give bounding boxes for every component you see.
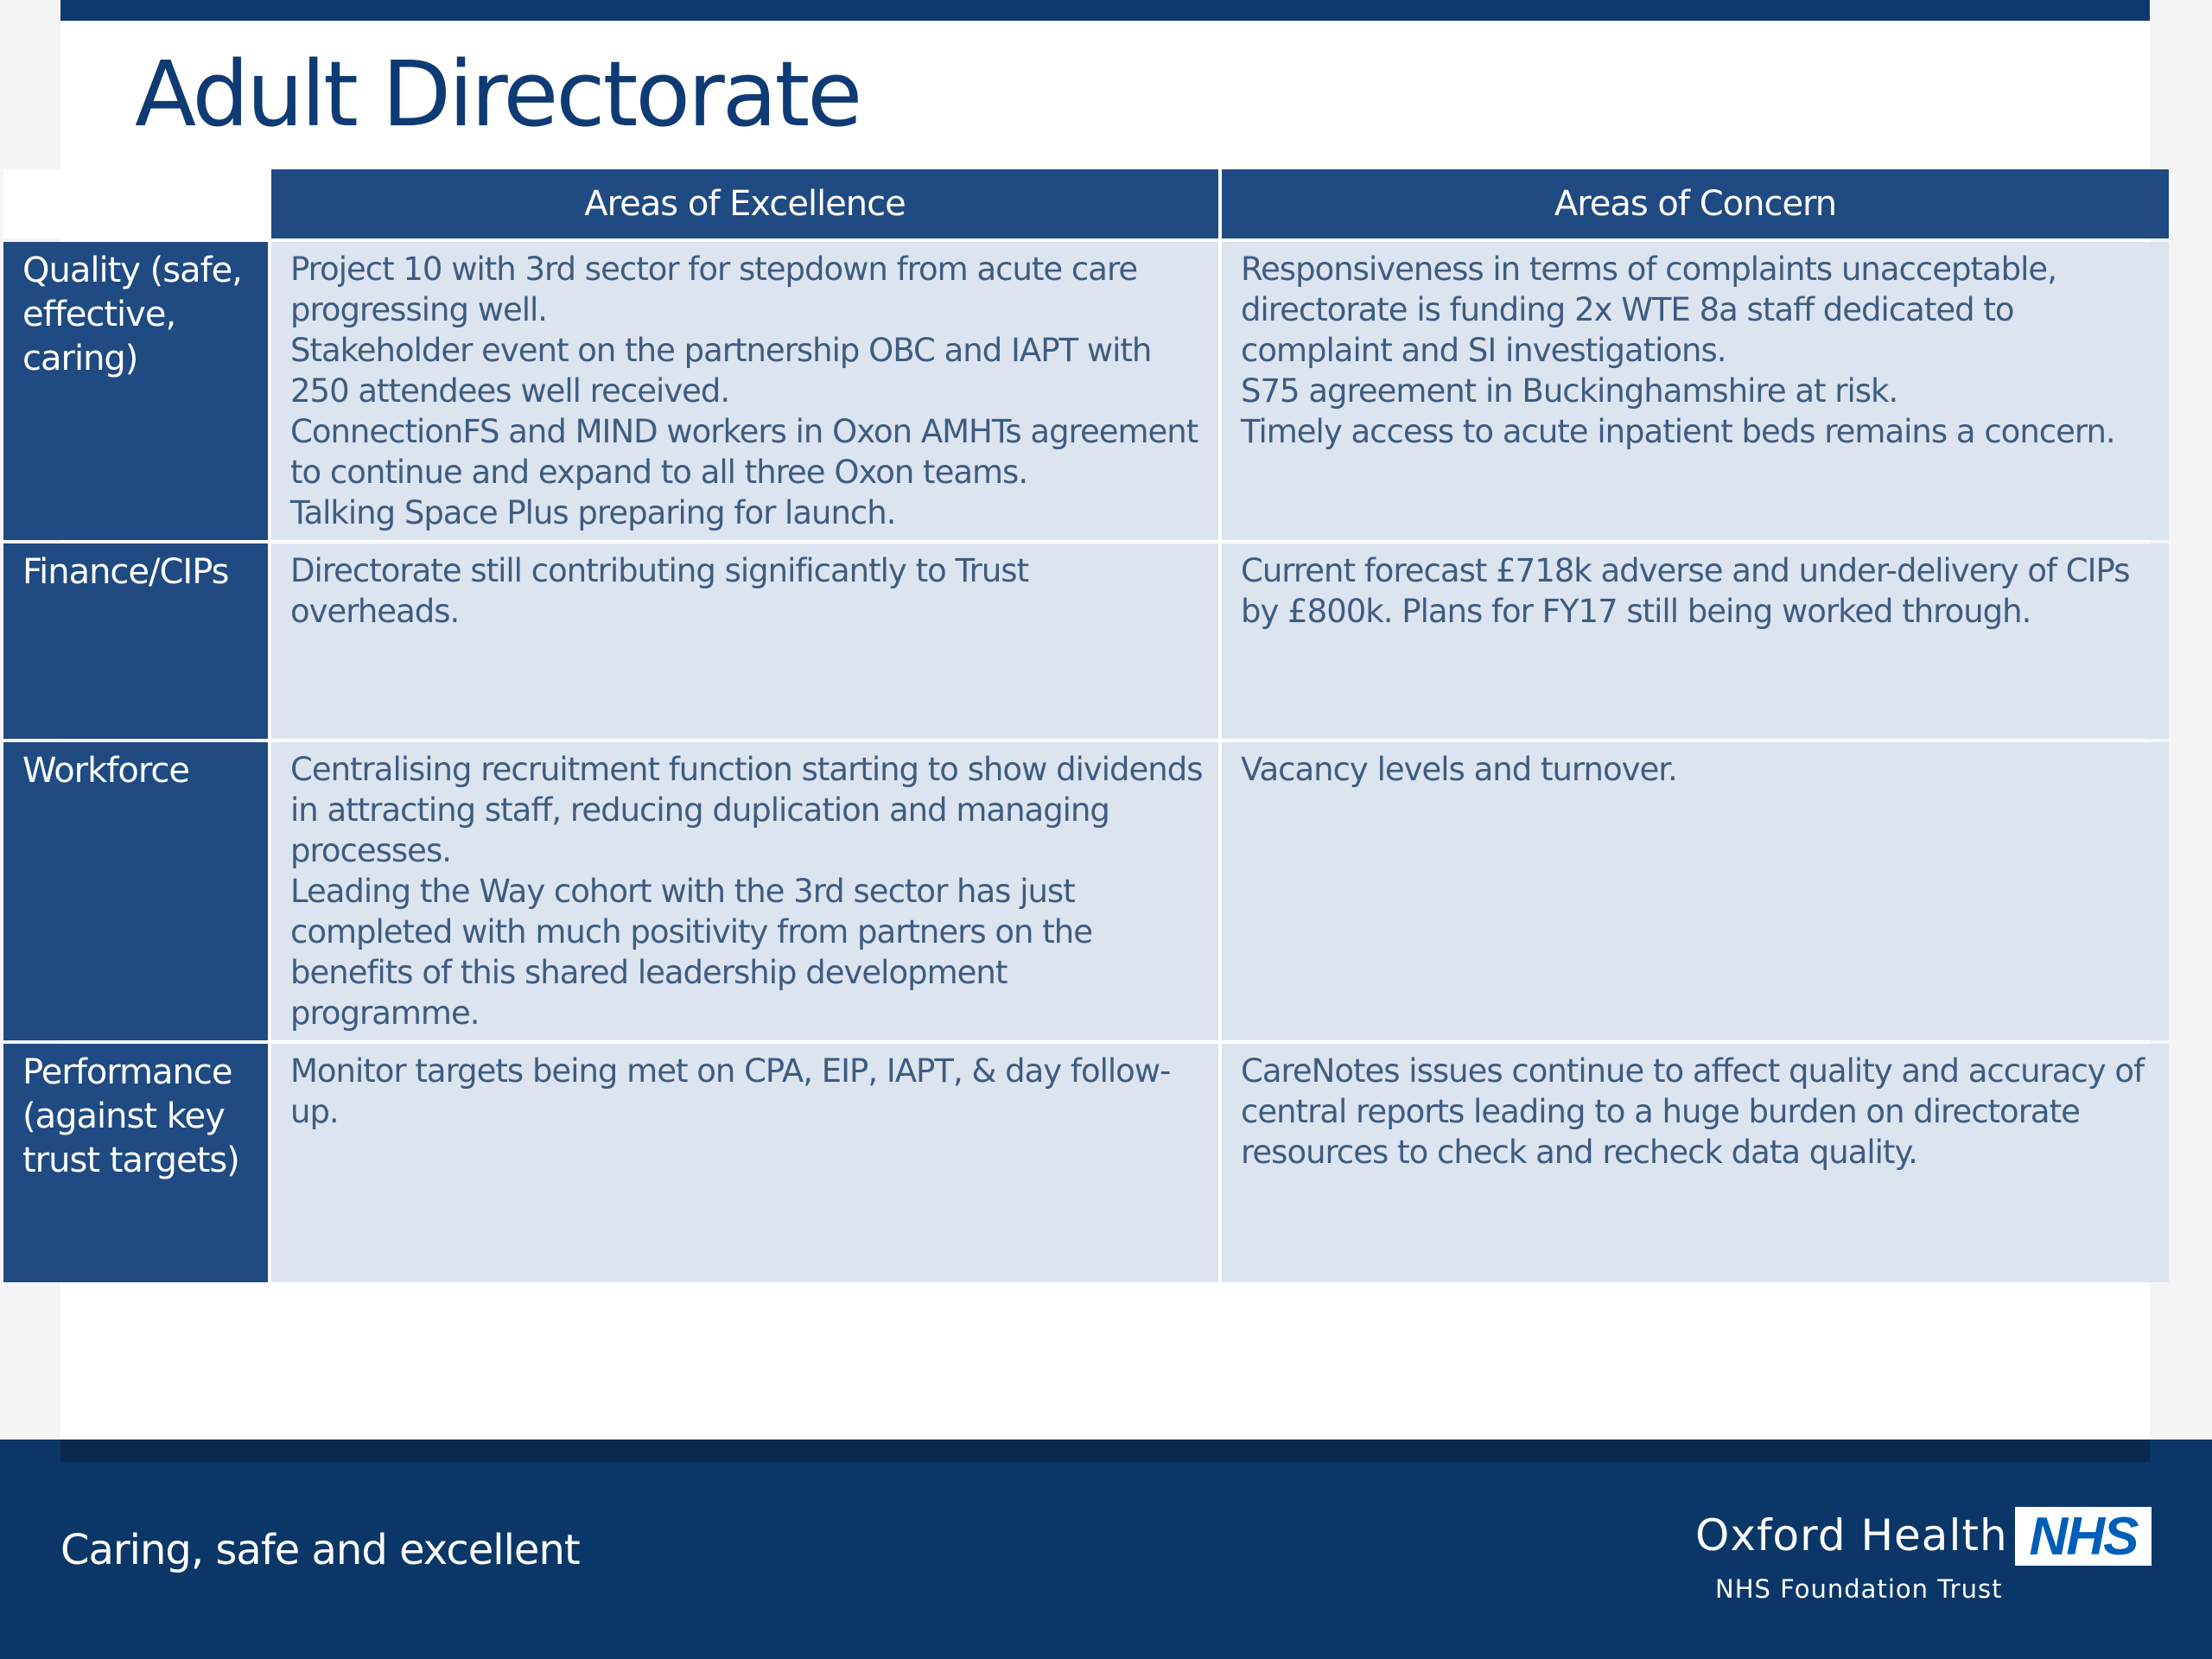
org-name: Oxford Health (1695, 1510, 2008, 1560)
excellence-workforce-item: Leading the Way cohort with the 3rd sector has just completed with much positivity from partners on the benefits of this shared leadership development programme. (290, 873, 1092, 1032)
summary-grid (0, 166, 2172, 1286)
excellence-quality-item: Stakeholder event on the partnership OBC and IAPT with 250 attendees well received. (290, 332, 1152, 410)
row-finance (3, 543, 2169, 739)
row-label-performance: Performance (against key trust targets) (3, 1044, 268, 1282)
excellence-performance-item: Monitor targets being met on CPA, EIP, IAPT, & day follow-up. (290, 1052, 1171, 1130)
concern-quality-item: S75 agreement in Buckinghamshire at risk. (1241, 372, 1898, 410)
header-concern: Areas of Concern (1222, 169, 2169, 238)
footer-tagline: Caring, safe and excellent (60, 1526, 580, 1574)
org-subtitle: NHS Foundation Trust (1715, 1574, 2003, 1604)
corner-cell (3, 169, 268, 238)
page-title: Adult Directorate (135, 41, 861, 147)
footer-band (60, 1440, 2150, 1462)
top-bar (60, 0, 2150, 21)
directorate-table (0, 166, 2169, 1286)
excellence-quality-item: ConnectionFS and MIND workers in Oxon AMHTs agreement to continue and expand to all three Oxon teams. (290, 413, 1198, 491)
excellence-quality-item: Project 10 with 3rd sector for stepdown from acute care progressing well. (290, 251, 1138, 328)
concern-quality-item: Timely access to acute inpatient beds remains a concern. (1241, 413, 2115, 450)
row-quality (3, 242, 2169, 540)
excellence-workforce-item: Centralising recruitment function starting to show dividends in attracting staff, reducing duplication and managing processes. (290, 751, 1203, 869)
excellence-quality-item: Talking Space Plus preparing for launch. (290, 494, 896, 531)
concern-performance-item: CareNotes issues continue to affect quality and accuracy of central reports leading to a huge burden on directorate resources to check and recheck data quality. (1241, 1052, 2145, 1171)
row-workforce (3, 742, 2169, 1040)
nhs-logo-text: NHS (2029, 1506, 2138, 1567)
row-performance (3, 1044, 2169, 1282)
concern-performance (1222, 1044, 2169, 1282)
concern-workforce-item: Vacancy levels and turnover. (1241, 751, 1677, 788)
footer (0, 1440, 2212, 1659)
row-label-workforce: Workforce (3, 742, 268, 1040)
excellence-quality (271, 242, 1218, 540)
row-label-finance: Finance/CIPs (3, 543, 268, 739)
row-label-quality: Quality (safe, effective, caring) (3, 242, 268, 540)
nhs-logo-icon (2015, 1507, 2152, 1566)
header-excellence: Areas of Excellence (271, 169, 1218, 238)
concern-quality-item: Responsiveness in terms of complaints unacceptable, directorate is funding 2x WTE 8a staff dedicated to complaint and SI investigations. (1241, 251, 2056, 369)
concern-finance (1222, 543, 2169, 739)
concern-workforce (1222, 742, 2169, 1040)
excellence-finance-item: Directorate still contributing significantly to Trust overheads. (290, 552, 1029, 630)
concern-finance-item: Current forecast £718k adverse and under-delivery of CIPs by £800k. Plans for FY17 still being worked through. (1241, 552, 2130, 630)
concern-quality (1222, 242, 2169, 540)
header-row (3, 169, 2169, 238)
excellence-performance (271, 1044, 1218, 1282)
excellence-workforce (271, 742, 1218, 1040)
excellence-finance (271, 543, 1218, 739)
